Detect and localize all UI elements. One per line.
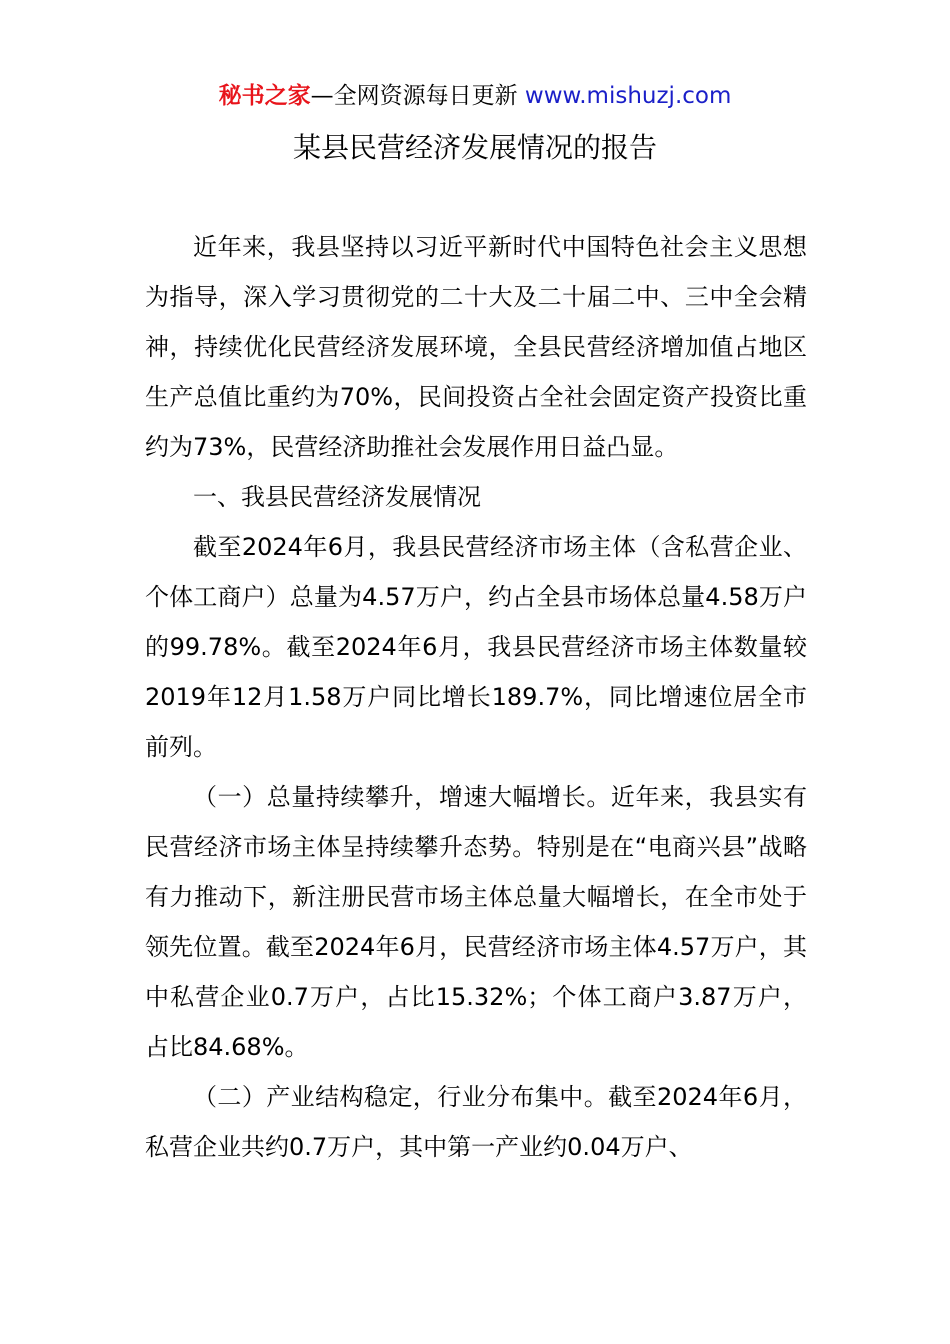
brand-name: 秘书之家 <box>218 83 311 109</box>
document-body <box>145 222 807 1172</box>
paragraph-intro: 近年来，我县坚持以习近平新时代中国特色社会主义思想为指导，深入学习贯彻党的二十大及二十届二中、三中全会精神，持续优化民营经济发展环境，全县民营经济增加值占地区生产总值比重约为70%，民间投资占全社会固定资产投资比重约为73%，民营经济助推社会发展作用日益凸显。 <box>145 233 807 461</box>
paragraph-subsection-1: （一）总量持续攀升，增速大幅增长。近年来，我县实有民营经济市场主体呈持续攀升态势。特别是在“电商兴县”战略有力推动下，新注册民营市场主体总量大幅增长，在全市处于领先位置。截至2024年6月，民营经济市场主体4.57万户，其中私营企业0.7万户，占比15.32%；个体工商户3.87万户，占比84.68%。 <box>145 783 807 1061</box>
site-url[interactable]: www.mishuzj.com <box>524 83 732 109</box>
paragraph-subsection-2: （二）产业结构稳定，行业分布集中。截至2024年6月，私营企业共约0.7万户，其中第一产业约0.04万户、 <box>145 1083 807 1161</box>
document-title: 某县民营经济发展情况的报告 <box>292 131 657 164</box>
paragraph-overview: 截至2024年6月，我县民营经济市场主体（含私营企业、个体工商户）总量为4.57万户，约占全县市场体总量4.58万户的99.78%。截至2024年6月，我县民营经济市场主体数量较2019年12月1.58万户同比增长189.7%，同比增速位居全市前列。 <box>145 533 807 761</box>
header-tagline: —全网资源每日更新 <box>310 83 525 109</box>
site-header <box>0 80 950 112</box>
section-heading: 一、我县民营经济发展情况 <box>193 483 481 511</box>
